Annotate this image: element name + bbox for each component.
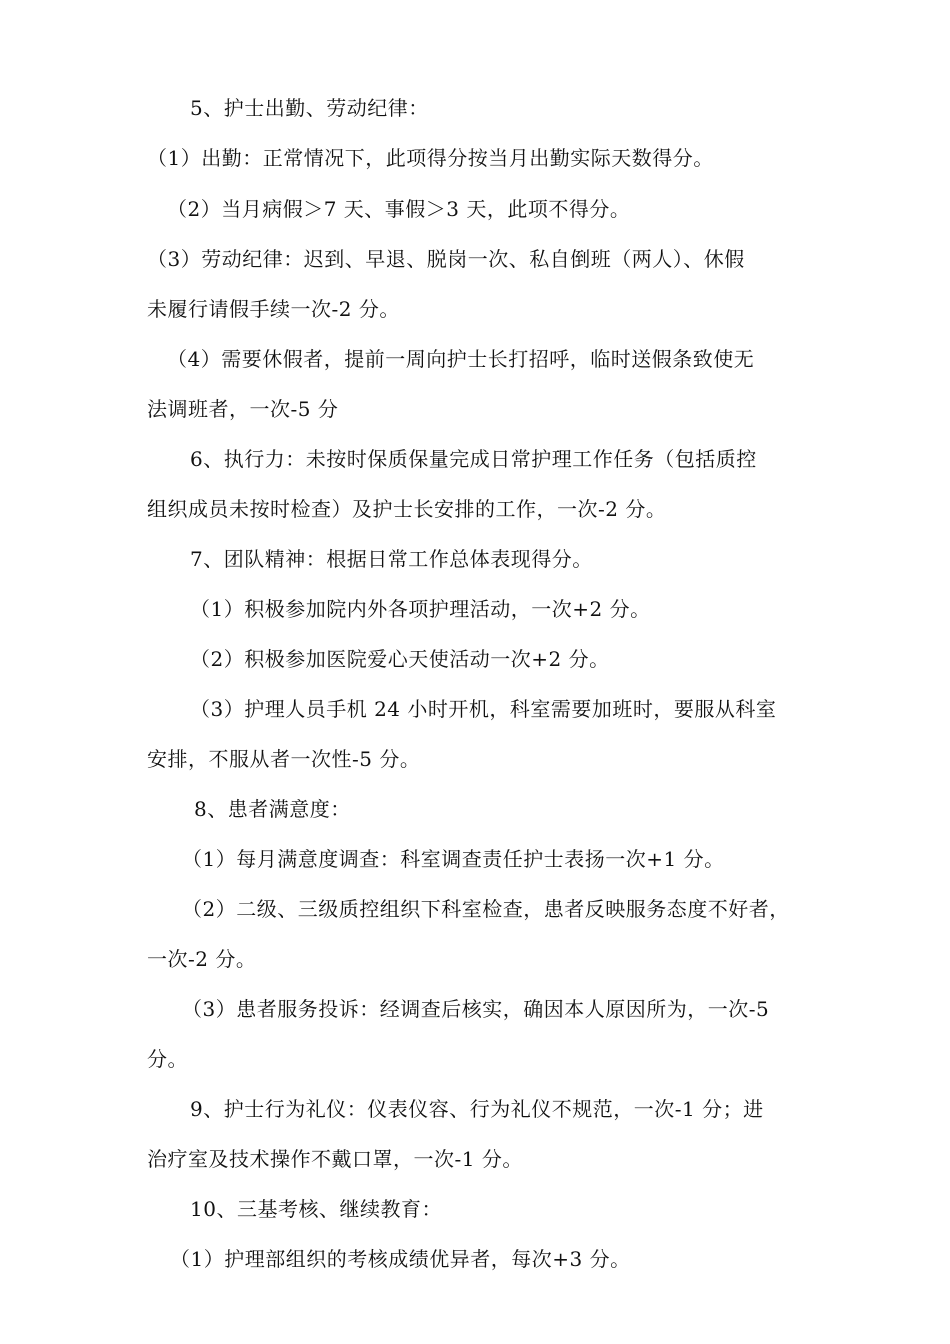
paragraph-line: 治疗室及技术操作不戴口罩，一次-1 分。: [147, 1147, 523, 1171]
paragraph-line: （4）需要休假者，提前一周向护士长打招呼，临时送假条致使无: [167, 347, 755, 371]
paragraph-line: 组织成员未按时检查）及护士长安排的工作，一次-2 分。: [147, 497, 667, 521]
section-heading-10: 10、三基考核、继续教育：: [190, 1197, 442, 1221]
section-heading-9: 9、护士行为礼仪：仪表仪容、行为礼仪不规范，一次-1 分；进: [190, 1097, 764, 1121]
paragraph-line: （1）积极参加院内外各项护理活动，一次+2 分。: [190, 597, 651, 621]
paragraph-line: 法调班者，一次-5 分: [147, 397, 339, 421]
paragraph-line: （2）二级、三级质控组织下科室检查，患者反映服务态度不好者，: [182, 897, 790, 921]
paragraph-line: （3）患者服务投诉：经调查后核实，确因本人原因所为，一次-5: [182, 997, 770, 1021]
section-heading-8: 8、患者满意度：: [194, 797, 351, 821]
section-heading-7: 7、团队精神：根据日常工作总体表现得分。: [190, 547, 593, 571]
paragraph-line: 未履行请假手续一次-2 分。: [147, 297, 400, 321]
paragraph-line: （3）护理人员手机 24 小时开机，科室需要加班时，要服从科室: [190, 697, 777, 721]
paragraph-line: （3）劳动纪律：迟到、早退、脱岗一次、私自倒班（两人）、休假: [147, 247, 745, 271]
paragraph-line: （1）护理部组织的考核成绩优异者，每次+3 分。: [170, 1247, 631, 1271]
section-heading-5: 5、护士出勤、劳动纪律：: [190, 96, 429, 120]
paragraph-line: 安排，不服从者一次性-5 分。: [147, 747, 421, 771]
paragraph-line: （2）当月病假＞7 天、事假＞3 天，此项不得分。: [167, 197, 631, 221]
paragraph-line: （1）出勤：正常情况下，此项得分按当月出勤实际天数得分。: [147, 146, 714, 170]
paragraph-line: 一次-2 分。: [147, 947, 257, 971]
section-heading-6: 6、执行力：未按时保质保量完成日常护理工作任务（包括质控: [190, 447, 757, 471]
paragraph-line: 分。: [147, 1047, 188, 1071]
paragraph-line: （2）积极参加医院爱心天使活动一次+2 分。: [190, 647, 610, 671]
paragraph-line: （1）每月满意度调查：科室调查责任护士表扬一次+1 分。: [182, 847, 725, 871]
